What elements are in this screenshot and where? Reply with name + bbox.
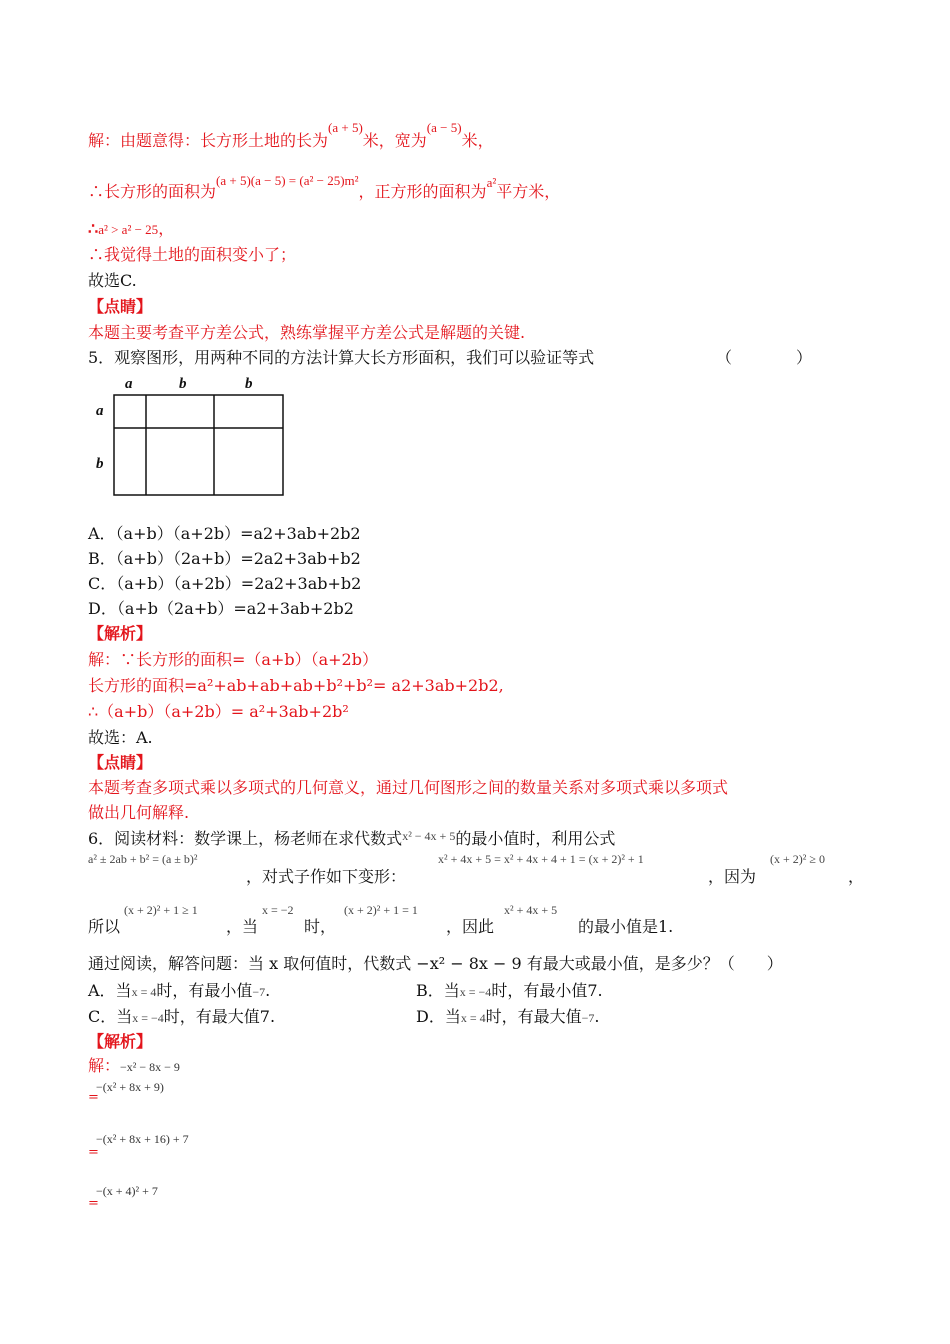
q6-math-expr2: x² + 4x + 5 [504, 903, 558, 917]
q4-sol-line1 [88, 120, 494, 153]
q5-dianjing-heading: 【点睛】 [88, 753, 153, 772]
equals-sign: = [88, 1196, 99, 1211]
math-square-area: a² [486, 175, 497, 190]
text: D．当 [416, 1007, 461, 1026]
text: 平方米， [496, 182, 561, 201]
q5-option-b[interactable]: B．（a+b）（2a+b）=2a2+3ab+b2 [88, 549, 361, 568]
q5-question [88, 347, 594, 369]
math-width: (a − 5) [426, 120, 462, 135]
text: 时，有最小值 [156, 981, 253, 1000]
math-x: x = −4 [459, 985, 492, 999]
text: 米，宽为 [362, 131, 427, 150]
q6-sol-line1 [88, 1055, 180, 1078]
math-x: x = 4 [131, 985, 157, 999]
q6-intro-text: ，对式子作如下变形： [246, 867, 407, 886]
q6-option-b[interactable] [416, 980, 603, 1003]
math-rect-area: (a + 5)(a − 5) = (a² − 25)m² [216, 173, 359, 188]
q5-jiexi-heading: 【解析】 [88, 624, 153, 643]
q6-when-text: ，当 [226, 917, 259, 936]
label-side-b: b [96, 456, 104, 472]
text: ， [158, 219, 175, 238]
q6-inequality: (x + 2)² ≥ 0 [770, 852, 825, 866]
math-expr: x² − 4x + 5 [402, 829, 456, 843]
q6-math-x-eq: x = −2 [262, 903, 294, 917]
q5-sol-line2: 长方形的面积=a²+ab+ab+ab+b²+b²= a2+3ab+2b2, [88, 676, 504, 695]
math-expr: −x² − 8x − 9 [120, 1060, 180, 1074]
text: A．当 [88, 981, 132, 1000]
q6-sol-step2: −(x² + 8x + 16) + 7 [96, 1132, 189, 1146]
q4-dianjing-text: 本题主要考查平方差公式，熟练掌握平方差公式是解题的关键. [88, 323, 526, 342]
text: 的最小值时，利用公式 [455, 829, 616, 848]
label-top-a: a [125, 376, 133, 392]
q6-time-text: 时， [304, 917, 337, 936]
q6-math-eq1: (x + 2)² + 1 = 1 [344, 903, 418, 917]
label-top-b2: b [245, 376, 253, 392]
q6-option-d[interactable] [416, 1006, 600, 1029]
text: . [265, 981, 271, 1000]
q5-sol-line3: ∴（a+b）（a+2b）= a²+3ab+2b² [88, 702, 349, 721]
label-side-a: a [96, 403, 104, 419]
math-x: x = −4 [132, 1011, 164, 1025]
q6-option-c[interactable] [88, 1006, 275, 1029]
q4-sol-line2 [88, 173, 561, 204]
q6-option-a[interactable] [88, 980, 270, 1003]
equals-sign: = [88, 1145, 99, 1160]
q6-comma: ， [848, 867, 865, 886]
math-length: (a + 5) [328, 120, 363, 135]
equals-sign: = [88, 1090, 99, 1105]
q6-hence-text: ，因此 [446, 917, 495, 936]
text: . [594, 1007, 600, 1026]
q6-because-text: ，因为 [708, 867, 757, 886]
text: 5．观察图形，用两种不同的方法计算大长方形面积，我们可以验证等式 [88, 348, 595, 367]
outer-rectangle [114, 395, 283, 495]
q4-sol-line3 [88, 218, 174, 241]
q5-option-c[interactable]: C．（a+b）（a+2b）=2a2+3ab+b2 [88, 574, 362, 593]
math-value: −7 [581, 1011, 595, 1025]
text: ∴长方形的面积为 [88, 182, 217, 201]
text: 时，有最大值7. [163, 1007, 276, 1026]
math-value: −7 [252, 985, 266, 999]
q6-jiexi-heading: 【解析】 [88, 1032, 153, 1051]
q4-dianjing-heading: 【点睛】 [88, 297, 153, 316]
q4-answer: 故选C. [88, 271, 137, 290]
q5-option-a[interactable]: A．（a+b）（a+2b）=a2+3ab+2b2 [88, 524, 361, 543]
q6-sol-step1: −(x² + 8x + 9) [96, 1080, 164, 1094]
text: 米， [461, 131, 494, 150]
q5-dianjing-text2: 做出几何解释. [88, 803, 190, 822]
text: C．当 [88, 1007, 133, 1026]
text: ，正方形的面积为 [358, 182, 487, 201]
text: 解：由题意得：长方形土地的长为 [88, 131, 329, 150]
q6-sol-step3: −(x + 4)² + 7 [96, 1184, 158, 1198]
q5-dianjing-text1: 本题考查多项式乘以多项式的几何意义，通过几何图形之间的数量关系对多项式乘以多项式 [88, 778, 729, 797]
q6-transformation: x² + 4x + 5 = x² + 4x + 4 + 1 = (x + 2)² + 1 [438, 852, 644, 866]
q5-option-d[interactable]: D．（a+b（2a+b）=a2+3ab+2b2 [88, 599, 354, 618]
q6-so-text: 所以 [88, 917, 121, 936]
q5-sol-line1: 解：∵长方形的面积=（a+b）（a+2b） [88, 650, 378, 669]
q5-rectangle-figure [93, 373, 293, 501]
q5-answer-blank: （ ） [716, 348, 813, 367]
q6-min-value-text: 的最小值是1. [578, 917, 674, 936]
label-top-b1: b [179, 376, 187, 392]
q6-math-ge1: (x + 2)² + 1 ≥ 1 [124, 903, 198, 917]
text: 时，有最小值7. [491, 981, 603, 1000]
text: 解： [88, 1056, 121, 1075]
text: 6．阅读材料：数学课上，杨老师在求代数式 [88, 829, 403, 848]
q6-question: 通过阅读，解答问题：当 x 取何值时，代数式 −x² − 8x − 9 有最大或最小值，是多少？（ ） [88, 954, 783, 973]
text: 时，有最大值 [485, 1007, 582, 1026]
math-x: x = 4 [460, 1011, 486, 1025]
q5-answer: 故选：A. [88, 728, 153, 747]
q6-intro-line1 [88, 828, 615, 851]
q4-sol-line4: ∴我觉得土地的面积变小了； [88, 245, 297, 264]
q6-identity-formula: a² ± 2ab + b² = (a ± b)² [88, 852, 198, 866]
therefore-symbol: ∴ [88, 219, 99, 238]
math-inequality: a² > a² − 25 [98, 222, 159, 237]
text: B．当 [416, 981, 460, 1000]
